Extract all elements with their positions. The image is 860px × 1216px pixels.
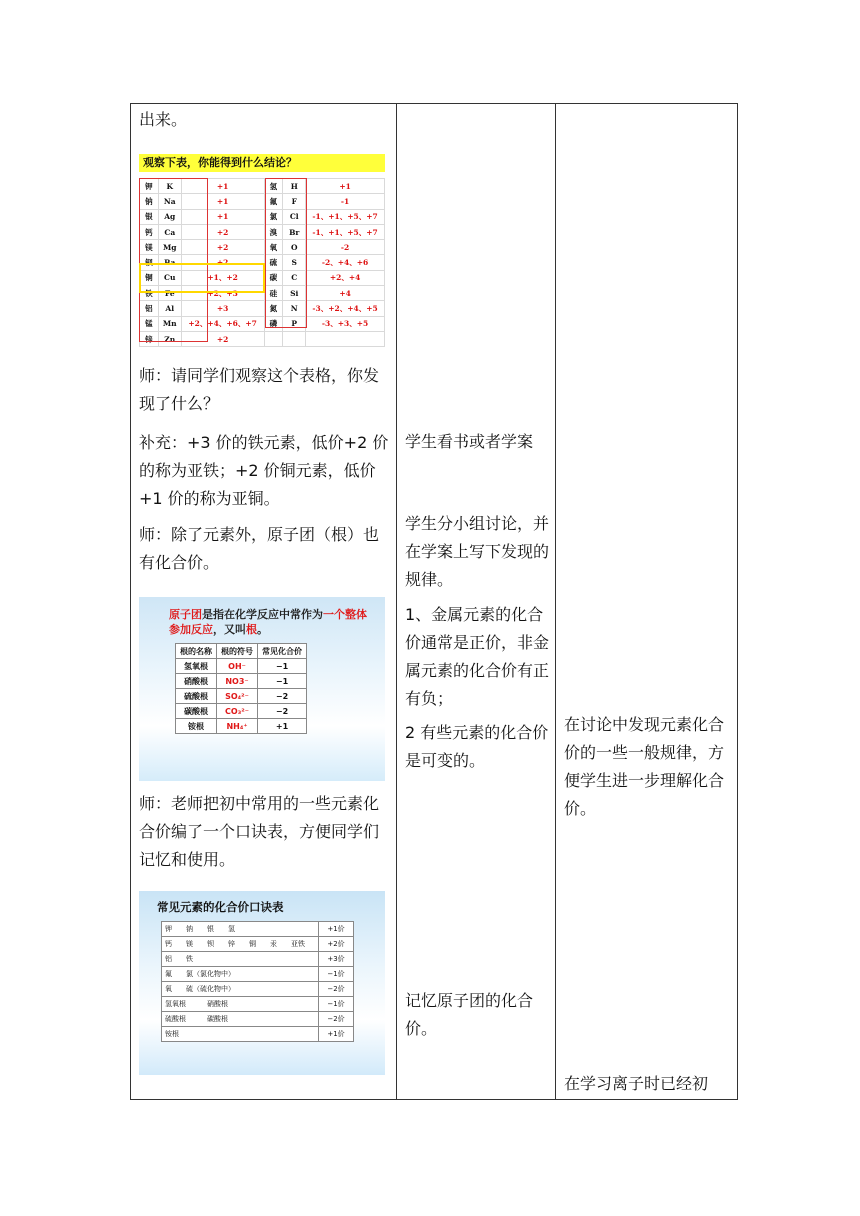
element-valence: +1	[181, 209, 264, 224]
element-symbol: F	[283, 194, 306, 209]
element-valence	[306, 331, 385, 346]
mnemonic-elements: 硫酸根 碳酸根	[162, 1012, 319, 1027]
red-highlight-right	[265, 178, 307, 328]
radical-valence: −1	[258, 674, 307, 689]
element-symbol: C	[283, 270, 306, 285]
element-name: 镁	[140, 240, 159, 255]
element-valence: +1	[181, 194, 264, 209]
element-name: 氟	[264, 194, 283, 209]
element-symbol: Mg	[158, 240, 181, 255]
element-symbol: P	[283, 316, 306, 331]
element-valence: +3	[181, 301, 264, 316]
valence-table-image	[139, 154, 385, 342]
lesson-table	[130, 103, 738, 1100]
finding-2: 2 有些元素的化合价是可变的。	[405, 723, 549, 770]
mnemonic-elements: 氢氧根 硝酸根	[162, 997, 319, 1012]
radical-symbol: NO3⁻	[217, 674, 258, 689]
mnemonic-table-image	[139, 891, 385, 1075]
radical-header-cell: 根的名称	[176, 644, 217, 659]
element-name	[264, 331, 283, 346]
mnemonic-elements: 氟 氯（氯化物中）	[162, 967, 319, 982]
radical-table-image	[139, 597, 385, 781]
mnemonic-elements: 铝 铁	[162, 952, 319, 967]
caption-emph: 一个整体参加反应	[169, 608, 367, 636]
mnemonic-row	[162, 1012, 354, 1027]
radical-name: 碳酸根	[176, 704, 217, 719]
element-valence: -2、+4、+6	[306, 255, 385, 270]
element-valence: -3、+3、+5	[306, 316, 385, 331]
mnemonic-valence: −1价	[319, 967, 354, 982]
element-name: 硫	[264, 255, 283, 270]
element-name: 钠	[140, 194, 159, 209]
element-name: 铁	[140, 286, 159, 301]
radical-table	[175, 643, 307, 734]
radical-row	[176, 674, 307, 689]
element-symbol: N	[283, 301, 306, 316]
mnemonic-row	[162, 967, 354, 982]
element-name: 钙	[140, 224, 159, 239]
radical-row	[176, 704, 307, 719]
radical-valence: −2	[258, 689, 307, 704]
radical-header-cell: 常见化合价	[258, 644, 307, 659]
radical-symbol: OH⁻	[217, 659, 258, 674]
element-name: 氧	[264, 240, 283, 255]
element-symbol	[283, 331, 306, 346]
caption-text: 是指在化学反应中常作为	[202, 608, 323, 621]
element-valence: +2	[181, 224, 264, 239]
mnemonic-row	[162, 922, 354, 937]
column-divider-1	[396, 104, 397, 1099]
element-name: 硅	[264, 286, 283, 301]
element-valence: -3、+2、+4、+5	[306, 301, 385, 316]
element-symbol: Br	[283, 224, 306, 239]
element-symbol: S	[283, 255, 306, 270]
mnemonic-valence: +2价	[319, 937, 354, 952]
element-name: 铝	[140, 301, 159, 316]
student-activity-discuss: 学生分小组讨论，并在学案上写下发现的规律。	[405, 514, 550, 589]
element-name: 钡	[140, 255, 159, 270]
teacher-question: 师：请同学们观察这个表格，你发现了什么？	[139, 366, 380, 413]
element-symbol: O	[283, 240, 306, 255]
mnemonic-row	[162, 952, 354, 967]
finding-1: 1、金属元素的化合价通常是正价，非金属元素的化合价有正有负；	[405, 605, 550, 708]
mnemonic-valence: +1价	[319, 1027, 354, 1042]
student-activity-read: 学生看书或者学案	[405, 432, 534, 451]
element-valence: +2	[181, 255, 264, 270]
mnemonic-valence: −2价	[319, 982, 354, 997]
element-symbol: K	[158, 179, 181, 194]
radical-caption	[169, 607, 369, 637]
element-symbol: Ag	[158, 209, 181, 224]
element-name: 氯	[264, 209, 283, 224]
element-name: 碳	[264, 270, 283, 285]
radical-row	[176, 719, 307, 734]
radical-name: 硫酸根	[176, 689, 217, 704]
mnemonic-row	[162, 937, 354, 952]
element-name: 氢	[264, 179, 283, 194]
element-name: 铜	[140, 270, 159, 285]
element-valence: +4	[306, 286, 385, 301]
element-name: 磷	[264, 316, 283, 331]
element-valence: +2、+4	[306, 270, 385, 285]
supplement-note: 补充：+3 价的铁元素，低价+2 价的称为亚铁；+2 价铜元素，低价+1 价的称为亚铜。	[139, 433, 389, 508]
radical-symbol: SO₄²⁻	[217, 689, 258, 704]
element-name: 钾	[140, 179, 159, 194]
element-symbol: H	[283, 179, 306, 194]
mnemonic-elements: 铵根	[162, 1027, 319, 1042]
mnemonic-elements: 钙 镁 钡 锌 铜 汞 亚铁	[162, 937, 319, 952]
radical-header-cell: 根的符号	[217, 644, 258, 659]
element-valence: +2、+4、+6、+7	[181, 316, 264, 331]
radical-name: 铵根	[176, 719, 217, 734]
element-name: 锌	[140, 331, 159, 346]
radical-valence: +1	[258, 719, 307, 734]
element-valence: -1	[306, 194, 385, 209]
mnemonic-elements: 氧 硫（硫化物中）	[162, 982, 319, 997]
valence-banner: 观察下表，你能得到什么结论？	[139, 154, 385, 172]
element-symbol: Cu	[158, 270, 181, 285]
element-symbol: Ca	[158, 224, 181, 239]
radical-symbol: NH₄⁺	[217, 719, 258, 734]
element-symbol: Mn	[158, 316, 181, 331]
element-valence: -1、+1、+5、+7	[306, 224, 385, 239]
mnemonic-valence: −1价	[319, 997, 354, 1012]
element-symbol: Na	[158, 194, 181, 209]
radical-valence: −1	[258, 659, 307, 674]
caption-term: 原子团	[169, 608, 202, 621]
element-name: 银	[140, 209, 159, 224]
caption-emph-2: 根	[246, 623, 257, 636]
element-valence: +1	[181, 179, 264, 194]
red-highlight-left	[139, 178, 208, 342]
radical-header-row	[176, 644, 307, 659]
radical-symbol: CO₃²⁻	[217, 704, 258, 719]
mnemonic-title: 常见元素的化合价口诀表	[157, 900, 284, 914]
mnemonic-valence: +3价	[319, 952, 354, 967]
mnemonic-elements: 钾 钠 银 氢	[162, 922, 319, 937]
element-symbol: Fe	[158, 286, 181, 301]
element-symbol: Cl	[283, 209, 306, 224]
mnemonic-table	[161, 921, 354, 1042]
element-valence: +2、+3	[181, 286, 264, 301]
element-valence: +2	[181, 240, 264, 255]
mnemonic-valence: −2价	[319, 1012, 354, 1027]
design-intent-continued: 在学习离子时已经初	[564, 1074, 709, 1093]
radical-name: 氢氧根	[176, 659, 217, 674]
element-valence: +2	[181, 331, 264, 346]
element-name: 溴	[264, 224, 283, 239]
teacher-mnemonic-note: 师：老师把初中常用的一些元素化合价编了一个口诀表，方便同学们记忆和使用。	[139, 794, 380, 869]
caption-end: 。	[257, 623, 268, 636]
radical-row	[176, 659, 307, 674]
element-valence: -2	[306, 240, 385, 255]
element-symbol: Zn	[158, 331, 181, 346]
student-activity-memorize: 记忆原子团的化合价。	[405, 991, 534, 1038]
radical-name: 硝酸根	[176, 674, 217, 689]
element-valence: +1	[306, 179, 385, 194]
mnemonic-valence: +1价	[319, 922, 354, 937]
element-symbol: Al	[158, 301, 181, 316]
element-valence: -1、+1、+5、+7	[306, 209, 385, 224]
design-intent: 在讨论中发现元素化合价的一些一般规律，方便学生进一步理解化合价。	[564, 715, 725, 818]
element-name: 锰	[140, 316, 159, 331]
caption-text-2: ，又叫	[213, 623, 246, 636]
column-divider-2	[555, 104, 556, 1099]
yellow-highlight	[139, 263, 265, 293]
element-valence: +1、+2	[181, 270, 264, 285]
element-symbol: Si	[283, 286, 306, 301]
mnemonic-row	[162, 982, 354, 997]
mnemonic-row	[162, 997, 354, 1012]
radical-row	[176, 689, 307, 704]
element-name: 氮	[264, 301, 283, 316]
element-symbol: Ba	[158, 255, 181, 270]
text-continued: 出来。	[139, 110, 188, 129]
mnemonic-row	[162, 1027, 354, 1042]
radical-valence: −2	[258, 704, 307, 719]
teacher-radical-note: 师：除了元素外，原子团（根）也有化合价。	[139, 525, 380, 572]
